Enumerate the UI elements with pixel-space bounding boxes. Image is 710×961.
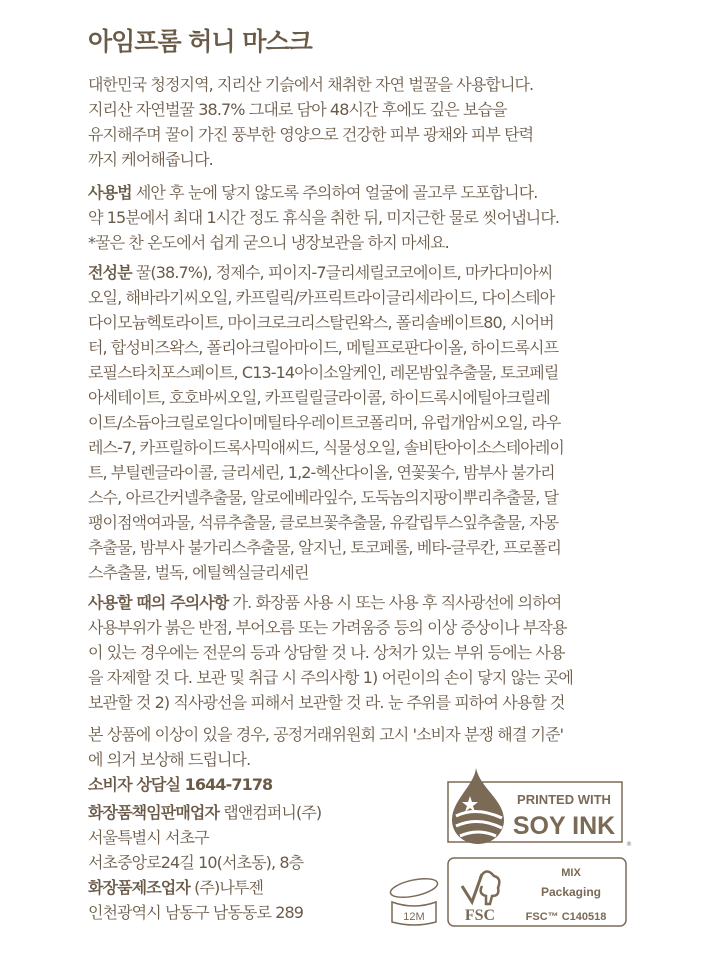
ingredients-line: 스수, 아르간커넬추출물, 알로에베라잎수, 도둑놈의지팡이뿌리추출물, 달 (88, 488, 559, 507)
cautions-line: 이 있는 경우에는 전문의 등과 상담할 것 나. 상처가 있는 부위 등에는 사용 (88, 643, 565, 662)
cautions (88, 590, 573, 715)
soy-top-text: PRINTED WITH (517, 792, 611, 807)
fsc-mix: MIX (561, 867, 581, 879)
maker-address: 인천광역시 남동구 남동동로 289 (88, 903, 304, 922)
ingredients-line: 터, 합성비즈왁스, 폴리아크릴아마이드, 메틸프로판다이올, 하이드록시프 (88, 338, 559, 357)
fsc-code: FSC™ C140518 (525, 911, 607, 923)
cautions-line: 보관할 것 2) 직사광선을 피해서 보관할 것 라. 눈 주위를 피하여 사용할 것 (88, 693, 565, 712)
company-info (88, 800, 321, 925)
cautions-label: 사용할 때의 주의사항 (88, 593, 229, 612)
seller-name: 랩앤컴퍼니(주) (219, 803, 322, 822)
description (88, 72, 533, 172)
fsc-tree-icon (462, 874, 482, 902)
soy-bottom-text: SOY INK (512, 812, 616, 840)
usage-line: 약 15분에서 최대 1시간 정도 휴식을 취한 뒤, 미지근한 물로 씻어냅니다. (88, 208, 560, 227)
fsc-logo (446, 856, 630, 930)
fsc-packaging: Packaging (540, 885, 602, 899)
usage-line: *꿀은 찬 온도에서 쉽게 굳으니 냉장보관을 하지 마세요. (88, 233, 449, 252)
maker-label: 화장품제조업자 (88, 878, 190, 897)
notice (88, 722, 563, 772)
ingredients-line: 추출물, 밤부사 불가리스추출물, 알지닌, 토코페롤, 베타-글루칸, 프로폴리 (88, 538, 562, 557)
ingredients-line: 다이모늄헥토라이트, 마이크로크리스탈린왁스, 폴리솔베이트80, 시어버 (88, 313, 554, 332)
description-line: 대한민국 청정지역, 지리산 기슭에서 채취한 자연 벌꿀을 사용합니다. (88, 75, 534, 94)
description-line: 까지 케어해줍니다. (88, 150, 213, 169)
seller-address: 서초중앙로24길 10(서초동), 8층 (88, 853, 304, 872)
pao-12m-icon (386, 876, 442, 928)
usage (88, 180, 559, 255)
seller-label: 화장품책임판매업자 (88, 803, 220, 822)
notice-line: 에 의거 보상해 드립니다. (88, 750, 251, 769)
pao-text: 12M (403, 911, 425, 923)
cautions-line: 을 자제할 것 다. 보관 및 취급 시 주의사항 1) 어린이의 손이 닿지 않는 곳에 (88, 668, 573, 687)
ingredients-line: 아세테이트, 호호바씨오일, 카프릴릴글라이콜, 하이드록시에틸아크릴레 (88, 388, 550, 407)
ingredients-line: 꿀(38.7%), 정제수, 피이지-7글리세릴코코에이트, 마카다미아씨 (131, 263, 553, 282)
ingredients-line: 트, 부틸렌글라이콜, 글리세린, 1,2-헥산다이올, 연꽃꽃수, 밤부사 불가리 (88, 463, 555, 482)
ingredients-line: 오일, 해바라기씨오일, 카프릴릭/카프릭트라이글리세라이드, 다이스테아 (88, 288, 555, 307)
product-title: 아임프롬 허니 마스크 (88, 27, 312, 56)
soy-ink-logo (446, 766, 632, 848)
ingredients-line: 로필스타치포스페이트, C13-14아이소알케인, 레몬밤잎추출물, 토코페릴 (88, 363, 559, 382)
maker-name: (주)나투젠 (189, 878, 264, 897)
description-line: 지리산 자연벌꿀 38.7% 그대로 담아 48시간 후에도 깊은 보습을 (88, 100, 507, 119)
ingredients-line: 이트/소듐아크릴로일다이메틸타우레이트코폴리머, 유럽개암씨오일, 라우 (88, 413, 561, 432)
ingredients-line: 레스-7, 카프릴하이드록사믹애씨드, 식물성오일, 솔비탄아이소스테아레이 (88, 438, 564, 457)
notice-line: 본 상품에 이상이 있을 경우, 공정거래위원회 고시 '소비자 분쟁 해결 기준' (88, 725, 564, 744)
ingredients (88, 260, 564, 585)
usage-label: 사용법 (88, 183, 132, 202)
cautions-line: 가. 화장품 사용 시 또는 사용 후 직사광선에 의하여 (228, 593, 562, 612)
ingredients-label: 전성분 (88, 263, 132, 282)
seller-address: 서울특별시 서초구 (88, 828, 209, 847)
cautions-line: 사용부위가 붉은 반점, 부어오름 또는 가려움증 등의 이상 증상이나 부작용 (88, 618, 567, 637)
ingredients-line: 팽이점액여과물, 석류추출물, 클로브꽃추출물, 유칼립투스잎추출물, 자몽 (88, 513, 559, 532)
fsc-text: FSC (464, 907, 496, 924)
svg-text:®: ® (626, 841, 632, 848)
consumer-phone: 소비자 상담실 1644-7178 (88, 775, 273, 794)
ingredients-line: 스추출물, 벌독, 에틸헥실글리세린 (88, 563, 309, 582)
usage-line: 세안 후 눈에 닿지 않도록 주의하여 얼굴에 골고루 도포합니다. (131, 183, 538, 202)
consumer-center (88, 772, 272, 797)
description-line: 유지해주며 꿀이 가진 풍부한 영양으로 건강한 피부 광채와 피부 탄력 (88, 125, 534, 144)
